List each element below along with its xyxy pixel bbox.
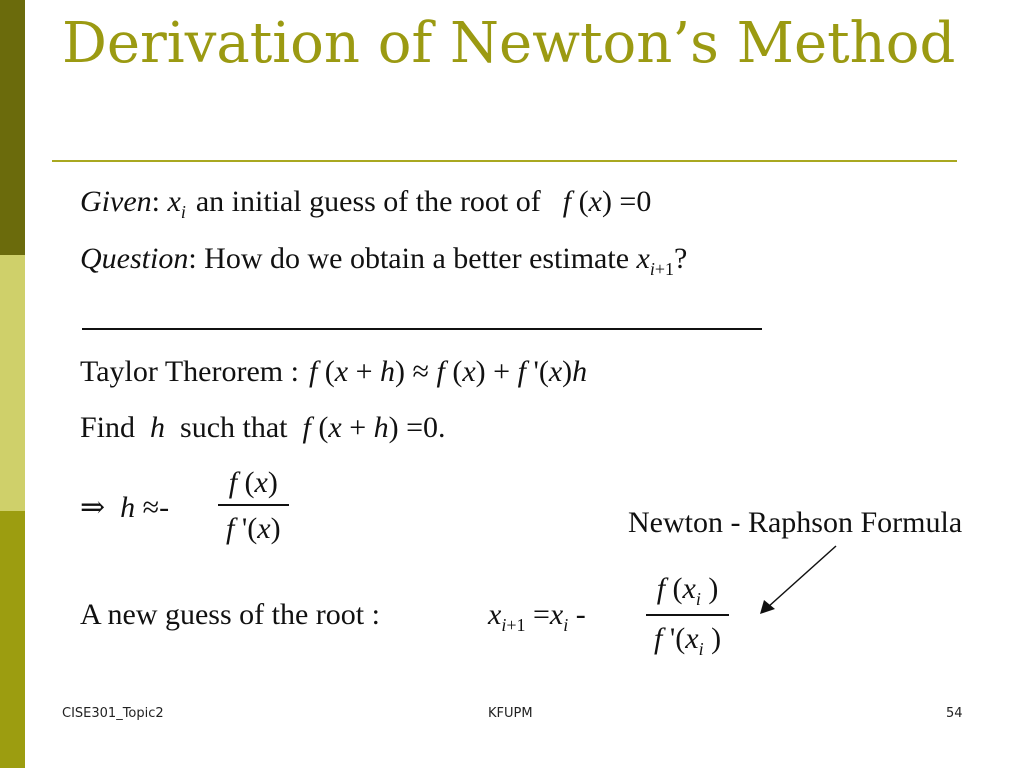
- find-word: Find: [80, 411, 136, 444]
- find-text: such that: [180, 411, 288, 444]
- new-guess-line: [80, 598, 380, 632]
- given-word: Given: [80, 185, 152, 218]
- taylor-label: Taylor Therorem :: [80, 355, 299, 388]
- footer-page-number: 54: [946, 706, 963, 721]
- slide-title: Derivation of Newton’s Method: [62, 11, 956, 76]
- implies-line: ⇒ h ≈-: [80, 491, 170, 524]
- new-guess-label: A new guess of the root :: [80, 598, 380, 631]
- newton-formula-lhs: $x_{i+1} =x_i$ -: [488, 598, 586, 635]
- decor-bar-top: [0, 0, 25, 255]
- separator-line: [82, 328, 762, 330]
- decor-bar-bottom: [0, 511, 25, 768]
- question-text: : How do we obtain a better estimate: [188, 242, 630, 275]
- given-text: an initial guess of the root of: [195, 185, 541, 218]
- newton-raphson-label: Newton - Raphson Formula: [628, 506, 963, 539]
- footer-institution: KFUPM: [488, 706, 533, 721]
- question-word: Question: [80, 242, 189, 275]
- question-line: Question: How do we obtain a better estimate $x_{i+1}$?: [80, 242, 688, 279]
- newton-fraction: $\frac{f (x_i )}{f '(x_i )}$: [646, 572, 729, 660]
- implies-symbol: ⇒: [80, 491, 106, 524]
- given-line: Given: $x_i$ an initial guess of the root of f (x) =0: [80, 185, 652, 222]
- taylor-line: Taylor Therorem : f (x + h) ≈ f (x) + f '(x)h: [80, 355, 588, 388]
- h-fraction: $\frac{f (x)}{f '(x)}$: [218, 466, 289, 546]
- footer-course: CISE301_Topic2: [62, 706, 164, 721]
- title-underline: [52, 160, 957, 162]
- decor-bar-middle: [0, 255, 25, 511]
- find-line: Find h such that f (x + h) =0.: [80, 411, 446, 444]
